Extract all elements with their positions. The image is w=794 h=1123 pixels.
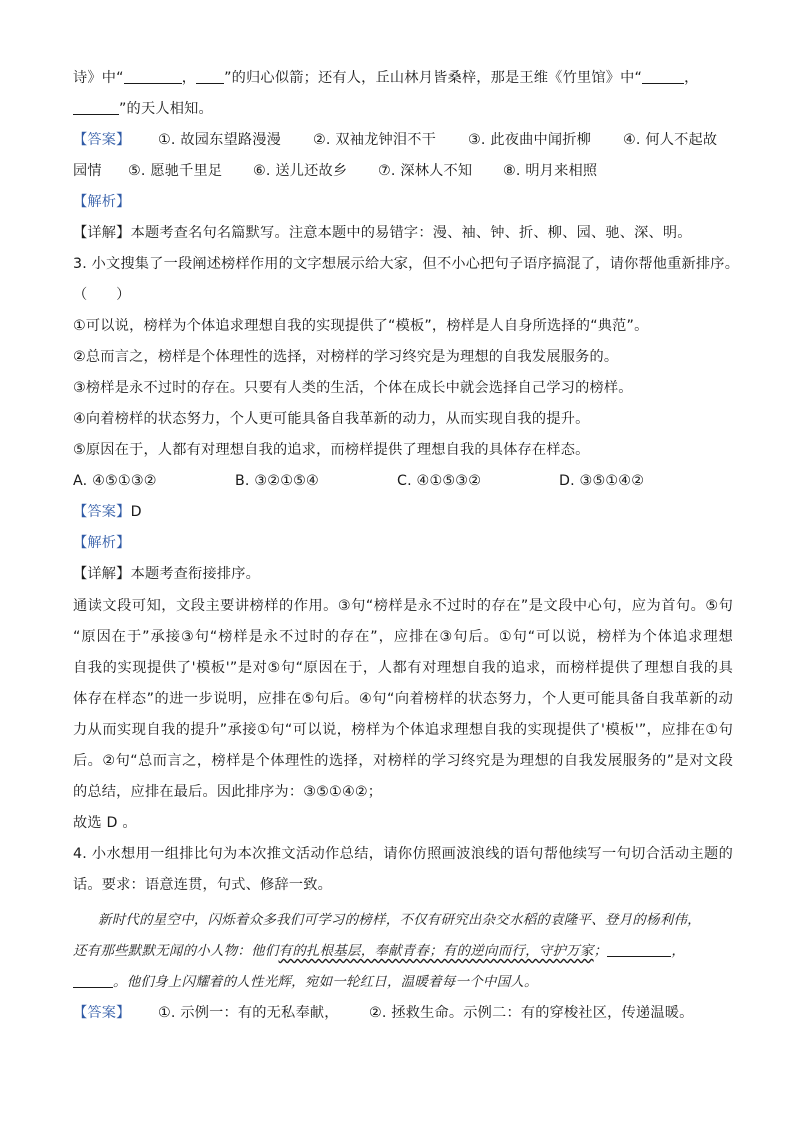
q2-line1-part-c: ”的归心似箭；还有人，丘山林月皆桑梓，那是王维《竹里馆》中“ [224, 70, 643, 86]
q2-answer-4: ④. 何人不起故 [623, 132, 718, 148]
q3-jiexi [73, 533, 733, 553]
answer-label: 【答案】 [73, 1005, 131, 1021]
q3-analysis-line [73, 751, 733, 771]
q2-answer-2: ②. 双袖龙钟泪不干 [313, 132, 437, 148]
q3-stem-text: 3. 小文搜集了一段阐述榜样作用的文字想展示给大家，但不小心把句子语序搞混了，请你帮他重新排序。 [73, 256, 740, 272]
option-c: C. ④①⑤③② [397, 473, 482, 489]
q4-stem-text: 4. 小水想用一组排比句为本次推文活动作总结，请你仿照画波浪线的语句帮他续写一句切合活动主题的 [73, 846, 733, 862]
q2-detail-text: 本题考查名句名篇默写。注意本题中的易错字：漫、袖、钟、折、柳、园、驰、深、明。 [130, 225, 692, 241]
q2-line2-part-b: ”的天人相知。 [119, 101, 213, 117]
answer-paren: （ ） [73, 287, 131, 303]
analysis-text: 自我的实现提供了'模板'”是对⑤句“原因在于，人都有对理想自我的追求，而榜样提供了理想自我的具 [73, 660, 733, 676]
q3-analysis-line [73, 596, 733, 616]
q2-line1-part-a: 诗》中“ [73, 70, 124, 86]
q4-stem-line-1 [73, 844, 733, 864]
fill-blank [607, 942, 671, 957]
q2-answer-8: ⑧. 明月来相照 [503, 163, 598, 179]
q3-detail [73, 564, 733, 584]
q2-answer-1: ①. 故园东望路漫漫 [158, 132, 282, 148]
passage-text: 还有那些默默无闻的小人物：他们 [73, 943, 279, 959]
q3-sentence-2 [73, 347, 733, 367]
passage-text: ； [593, 943, 608, 959]
q3-detail-text: 本题考查衔接排序。 [130, 566, 261, 582]
q4-passage-line-2: 还有那些默默无闻的小人物：他们有的扎根基层，奉献青春；有的逆向而行，守护万家； ， [73, 943, 686, 959]
q4-passage-line-3 [73, 972, 733, 992]
q3-sentence-3 [73, 378, 733, 398]
option-d: D. ③⑤①④② [559, 473, 645, 489]
analysis-text: “原因在于”承接③句“榜样是永不过时的存在”，应排在③句后。①句“可以说，榜样为个体追求理想 [73, 629, 733, 645]
q2-text-line-2 [73, 99, 733, 119]
q3-answer-value: D [130, 504, 142, 520]
q3-paren [73, 285, 733, 305]
jiexi-label: 【解析】 [73, 535, 131, 551]
q2-line1-part-b: ， [181, 70, 197, 86]
q3-analysis-line [73, 658, 733, 678]
detail-label: 【详解】 [73, 566, 131, 582]
q2-detail [73, 223, 733, 243]
q3-answer [73, 502, 733, 522]
fill-blank [124, 69, 182, 84]
q4-answer [73, 1003, 733, 1023]
q3-analysis-line [73, 720, 733, 740]
q2-jiexi [73, 192, 733, 212]
fill-blank [642, 69, 684, 84]
q4-answer-1: ①. 示例一：有的无私奉献， [158, 1005, 339, 1021]
q3-sentence-5 [73, 440, 733, 460]
jiexi-label: 【解析】 [73, 194, 131, 210]
q2-answer-7: ⑦. 深林人不知 [378, 163, 473, 179]
answer-label: 【答案】 [73, 504, 131, 520]
sentence-text: ④向着榜样的状态努力，个人更可能具备自我革新的动力，从而实现自我的提升。 [73, 411, 590, 427]
q3-analysis-line [73, 689, 733, 709]
answer-label: 【答案】 [73, 132, 131, 148]
fill-blank [73, 973, 113, 988]
q4-answer-2: ②. 拯救生命。示例二：有的穿梭社区，传递温暖。 [369, 1005, 694, 1021]
sentence-text: ⑤原因在于，人都有对理想自我的追求，而榜样提供了理想自我的具体存在样态。 [73, 442, 590, 458]
q2-text-line-1 [73, 68, 733, 88]
passage-text: 。他们身上闪耀着的人性光辉，宛如一轮红日，温暖着每一个中国人。 [113, 974, 538, 990]
analysis-text: 通读文段可知，文段主要讲榜样的作用。③句“榜样是永不过时的存在”是文段中心句，应为首句。⑤句 [73, 598, 733, 614]
analysis-text: 力从而实现自我的提升”承接①句“可以说，榜样为个体追求理想自我的实现提供了'模板'”，应排在①句 [73, 722, 733, 738]
sentence-text: ②总而言之，榜样是个体理性的选择，对榜样的学习终究是为理想的自我发展服务的。 [73, 349, 619, 365]
fill-blank [73, 100, 119, 115]
wavy-underlined-sentence: 有的扎根基层，奉献青春；有的逆向而行，守护万家 [278, 943, 594, 959]
analysis-text: 后。②句“总而言之，榜样是个体理性的选择，对榜样的学习终究是为理想的自我发展服务的”是对文段 [73, 753, 733, 769]
q4-stem-line-2 [73, 875, 733, 895]
option-b: B. ③②①⑤④ [235, 473, 319, 489]
detail-label: 【详解】 [73, 225, 131, 241]
analysis-text: 体存在样态”的进一步说明，应排在⑤句后。④句“向着榜样的状态努力，个人更可能具备自我革新的动 [73, 691, 733, 707]
q2-line1-part-d: ， [684, 70, 699, 86]
q3-sentence-1 [73, 316, 733, 336]
sentence-text: ①可以说，榜样为个体追求理想自我的实现提供了“模板”，榜样是人自身所选择的“典范”。 [73, 318, 649, 334]
q2-answer-3: ③. 此夜曲中闻折柳 [468, 132, 592, 148]
q4-passage-line-1 [98, 910, 718, 930]
passage-text: 新时代的星空中，闪烁着众多我们可学习的榜样，不仅有研究出杂交水稻的袁隆平、登月的杨利伟， [98, 912, 701, 928]
sentence-text: ③榜样是永不过时的存在。只要有人类的生活，个体在成长中就会选择自己学习的榜样。 [73, 380, 633, 396]
q3-stem [73, 254, 740, 274]
q3-conclusion [73, 813, 733, 833]
q2-answer-line-1 [73, 130, 733, 150]
q2-answer-5: ⑤. 愿驰千里足 [128, 163, 223, 179]
analysis-text: 的总结，应排在最后。因此排序为：③⑤①④②； [73, 784, 383, 800]
q3-analysis-line [73, 782, 733, 802]
option-a: A. ④⑤①③② [73, 473, 157, 489]
q4-stem-text: 话。要求：语意连贯，句式、修辞一致。 [73, 877, 332, 893]
q3-sentence-4 [73, 409, 733, 429]
q3-analysis-line [73, 627, 733, 647]
conclusion-text: 故选 D 。 [73, 815, 137, 831]
q2-answer-4-cont: 园情 [73, 163, 102, 179]
q2-answer-6: ⑥. 送儿还故乡 [253, 163, 348, 179]
fill-blank [196, 69, 224, 84]
